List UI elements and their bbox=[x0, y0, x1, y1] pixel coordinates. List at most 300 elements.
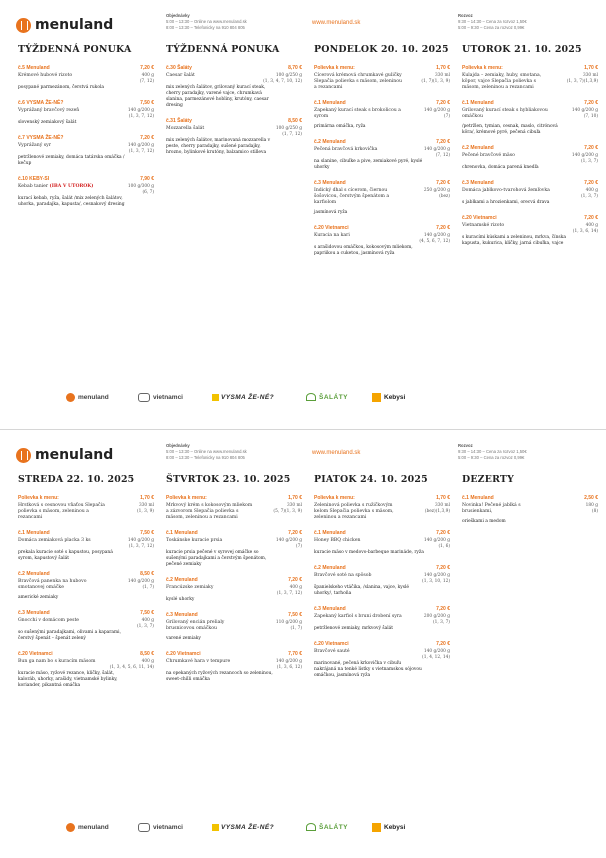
portion-size: 400 g bbox=[141, 618, 154, 623]
dish-name: Vietnamské rizoto bbox=[462, 223, 505, 228]
menu-item-portion bbox=[419, 233, 450, 245]
menu-item-header bbox=[18, 65, 156, 73]
dish-name: Domáca jablkovo-tvarohová žemľovka bbox=[462, 188, 550, 193]
menu-item-portion bbox=[128, 538, 154, 550]
menu-item-portion bbox=[572, 153, 598, 165]
menu-item-side: mix zelených šalátov, grilovaný kurací steak, cherry paradajky, varené vajce, chrumkavá slanina, parmezánové hobliny, krutóny, caesar dresing bbox=[166, 85, 269, 108]
menu-item-name: č.20 Vietnamci bbox=[462, 215, 497, 221]
menu-column bbox=[18, 44, 156, 217]
menu-item-name: Polievka k menu: bbox=[314, 65, 355, 71]
menu-item-body bbox=[18, 503, 156, 521]
menu-item-description bbox=[314, 147, 402, 153]
menu-item-price: 8,50 € bbox=[140, 571, 154, 577]
menu-item-header bbox=[166, 651, 304, 659]
menu-item-description bbox=[166, 659, 254, 665]
menu-item-header bbox=[18, 495, 156, 503]
menu-item-body bbox=[18, 143, 156, 154]
menu-column bbox=[314, 474, 452, 688]
menu-item-name: č.1 Menuland bbox=[462, 495, 494, 501]
menu-item-name: č.2 Menuland bbox=[166, 577, 198, 583]
menu-item-portion bbox=[140, 73, 154, 85]
menu-item-header bbox=[462, 65, 600, 73]
portion-size: 140 g/200 g bbox=[423, 538, 450, 543]
menu-item-description bbox=[18, 618, 106, 624]
dish-name: Kuracia na kari bbox=[314, 233, 350, 238]
menu-item-side: prekala kuracie soté s kapustou, posypaná syrom, kapustový šalát bbox=[18, 550, 113, 561]
kebysi-icon bbox=[372, 823, 381, 832]
portion-size: 400 g bbox=[585, 223, 598, 228]
menu-item-portion bbox=[128, 108, 154, 120]
delivery-info bbox=[458, 443, 527, 461]
logo-text: menuland bbox=[35, 447, 114, 463]
menu-item bbox=[18, 135, 156, 167]
menu-item-portion bbox=[572, 108, 598, 120]
menu-item bbox=[314, 565, 452, 597]
menu-item-name: č.2 Menuland bbox=[18, 571, 50, 577]
menu-item bbox=[166, 118, 304, 156]
menu-item bbox=[18, 530, 156, 562]
allergens: (1, 3, 7, 12) bbox=[128, 544, 154, 549]
menu-item-price: 1,70 € bbox=[140, 495, 154, 501]
menu-item-side: s kuracími kúskami a zeleninou, mrkva, čínska kapusta, kukurica, klíčky, jarná cibuľka, vajce bbox=[462, 235, 566, 246]
menu-item-header bbox=[314, 225, 452, 233]
menuland-icon bbox=[66, 823, 75, 832]
menu-item bbox=[462, 180, 600, 206]
dish-name: Cícerová krémová chrumkavé guličky Slepačia polievka s mäsom, zeleninou a rezancami bbox=[314, 73, 402, 90]
menu-item-body bbox=[166, 620, 304, 632]
menu-item-header bbox=[166, 118, 304, 126]
menuland-logo bbox=[16, 15, 113, 35]
menu-item-price: 7,20 € bbox=[436, 565, 450, 571]
menu-item-header bbox=[314, 565, 452, 573]
menu-item-header bbox=[166, 612, 304, 620]
menu-item bbox=[462, 145, 600, 171]
portion-size: 140 g/200 g bbox=[571, 108, 598, 113]
allergens: (8) bbox=[591, 509, 598, 514]
allergens: (7) bbox=[443, 114, 450, 119]
menu-column bbox=[166, 474, 304, 692]
menu-item-description bbox=[18, 108, 106, 114]
menu-item-price: 7,20 € bbox=[584, 215, 598, 221]
menu-item-description bbox=[166, 538, 254, 544]
menu-item-price: 7,70 € bbox=[288, 651, 302, 657]
menu-item-portion bbox=[137, 618, 154, 630]
menu-item-portion bbox=[421, 73, 450, 85]
dish-name: Domáca zemiaková placka 3 ks bbox=[18, 538, 91, 543]
portion-size: 330 ml bbox=[286, 503, 302, 508]
portion-size: 400 g bbox=[141, 659, 154, 664]
menu-item-header bbox=[462, 100, 600, 108]
menu-item bbox=[462, 65, 600, 91]
menu-item-header bbox=[314, 180, 452, 188]
menuland-logo-icon bbox=[16, 448, 31, 463]
menu-item-body bbox=[314, 147, 452, 158]
footer-salaty-logo: ŠALÁTY bbox=[306, 391, 348, 403]
menu-item-name: Polievka k menu: bbox=[314, 495, 355, 501]
menu-item bbox=[18, 65, 156, 91]
footer-menuland-logo: menuland bbox=[66, 391, 109, 403]
dish-name: Honey BBQ chicken bbox=[314, 538, 361, 543]
delivery-line-1: 9:30 – 14:30 – Cena za rozvoz 1,50€ bbox=[458, 19, 527, 24]
portion-size: 400 g bbox=[585, 188, 598, 193]
portion-size: 330 ml bbox=[434, 503, 450, 508]
menu-item-price: 7,50 € bbox=[288, 612, 302, 618]
menu-item-body bbox=[18, 184, 156, 195]
orders-info bbox=[166, 443, 247, 461]
menu-item-body bbox=[314, 503, 452, 521]
menu-item-portion bbox=[424, 614, 450, 626]
dish-name: Kebab tanier bbox=[18, 184, 49, 189]
menu-item-name: č.1 Menuland bbox=[462, 100, 494, 106]
menu-item-price: 7,20 € bbox=[436, 180, 450, 186]
menu-item-portion bbox=[128, 184, 154, 196]
allergens: (1, 3, 6, 14) bbox=[572, 229, 598, 234]
partner-logos bbox=[0, 386, 606, 408]
portion-size: 140 g/200 g bbox=[423, 573, 450, 578]
menu-item-name: č.3 Menuland bbox=[314, 180, 346, 186]
menu-item-body bbox=[18, 73, 156, 84]
menu-item-name: č.2 Menuland bbox=[314, 139, 346, 145]
allergens: (7, 12) bbox=[435, 153, 450, 158]
menu-item-portion bbox=[128, 143, 154, 155]
column-title: PONDELOK 20. 10. 2025 bbox=[314, 44, 449, 55]
footer-salaty-logo: ŠALÁTY bbox=[306, 821, 348, 833]
menu-item-side: kurací kebab, ryža, šalát /mix zelených šalátov, uhorka, paradajka, kapusta/, cesnakový dresing bbox=[18, 196, 125, 207]
menu-item-price: 8,70 € bbox=[288, 65, 302, 71]
portion-size: 140 g/200 g bbox=[127, 538, 154, 543]
logo-text: menuland bbox=[35, 17, 114, 33]
menu-item-header bbox=[314, 65, 452, 73]
menu-item-body bbox=[166, 585, 304, 596]
menu-column bbox=[18, 474, 156, 698]
menu-item-side: posypané parmezánom, čerstvá rukola bbox=[18, 85, 105, 90]
menu-item-portion bbox=[263, 73, 302, 85]
menu-item-name: č.3 Menuland bbox=[18, 610, 50, 616]
menu-item-portion bbox=[276, 126, 302, 138]
menu-item-name: č.2 Menuland bbox=[314, 565, 346, 571]
portion-size: 250 g/200 g bbox=[423, 188, 450, 193]
portion-size: 200 g/200 g bbox=[423, 614, 450, 619]
menu-item-name: č.1 Menuland bbox=[166, 530, 198, 536]
menu-item-header bbox=[18, 651, 156, 659]
menu-item-price: 1,70 € bbox=[436, 65, 450, 71]
menu-item-price: 7,20 € bbox=[288, 577, 302, 583]
allergens: (4, 5, 6, 7, 12) bbox=[419, 239, 450, 244]
dish-name: Bravčová panenka na hubovo smotanovej omáčke bbox=[18, 579, 87, 590]
menu-item bbox=[18, 571, 156, 601]
menu-item-side: mix zelených šalátov, marinovaná mozzarella v peste, cherry paradajky, sušené paradajky, hrozno, bylinkové krutóny, balzamico stilleva bbox=[166, 138, 271, 155]
menu-item-side: primárna omáčka, ryža bbox=[314, 124, 366, 129]
dish-name: Novinka! Pečené jablká s brusienkami, bbox=[462, 503, 521, 514]
menu-item-side: s arašidovou omáčkou, kokosovým mliekom, papriikou a cuketou, jasmínová ryža bbox=[314, 245, 413, 256]
menu-item-price: 7,20 € bbox=[140, 135, 154, 141]
menu-item-description bbox=[462, 223, 550, 229]
menu-item-side: marinované, pečená krkovička v cibuľu nakrájaná na tenké lístky s vietnamskou sójovou omáčkou, jasmínová ryža bbox=[314, 661, 422, 678]
menu-item-description bbox=[314, 538, 402, 544]
menu-item-description bbox=[166, 585, 254, 591]
dish-name: Francúzske zemiaky bbox=[166, 585, 214, 590]
allergens: (1, 3, 9) bbox=[136, 509, 154, 514]
menu-page-2 bbox=[0, 429, 606, 858]
allergens: (1, 7, 12) bbox=[282, 132, 302, 137]
menu-item-name: č.7 VYSMA ŽE-NÉ? bbox=[18, 135, 64, 141]
menu-item bbox=[314, 65, 452, 91]
menu-item-description bbox=[18, 143, 106, 149]
menu-item-price: 7,20 € bbox=[584, 180, 598, 186]
dish-name: Caesar šalát bbox=[166, 73, 195, 78]
menu-item-side: kuracie prsia pečené v syrovej omáčke so sušenými paradajkami a čerstvým špenátom, pečené zemiaky bbox=[166, 550, 267, 567]
dish-name: Hrstková s cesnovou vňaťou Slepačia polievka s mäsom, zeleninou a rezancami bbox=[18, 503, 105, 520]
website-link[interactable]: www.menuland.sk bbox=[312, 20, 361, 26]
menu-item-name: Polievka k menu: bbox=[18, 495, 59, 501]
footer-vietnamci-logo: vietnamci bbox=[138, 391, 183, 403]
menu-item-header bbox=[462, 215, 600, 223]
menu-item-header bbox=[462, 180, 600, 188]
menu-item-body bbox=[314, 614, 452, 625]
menu-item-description bbox=[314, 573, 402, 579]
menu-item-description bbox=[18, 184, 106, 190]
dish-name: Mozzarella šalát bbox=[166, 126, 205, 131]
menu-item bbox=[314, 641, 452, 679]
column-title: UTOROK 21. 10. 2025 bbox=[462, 44, 582, 55]
menu-item bbox=[18, 651, 156, 689]
dish-name: Zeleninová polievka s ružičkovým kelom Slepačia polievka s mäsom, zeleninou a rezancami bbox=[314, 503, 394, 520]
portion-size: 400 g bbox=[141, 73, 154, 78]
menu-page-1 bbox=[0, 0, 606, 428]
vietnamci-icon bbox=[138, 823, 150, 832]
menu-item-description bbox=[462, 153, 550, 159]
menu-item bbox=[18, 100, 156, 126]
menu-item-description bbox=[314, 649, 402, 655]
menu-item-description bbox=[18, 538, 106, 544]
menu-item-side: orieškami a medom bbox=[462, 519, 506, 524]
dish-name: Zapekaný karfiol s bruni drobení syra bbox=[314, 614, 402, 619]
menu-item-side: na opekaných ryžových rezancoch so zeleninou, sweet-chilli omáčka bbox=[166, 671, 273, 682]
menu-item-body bbox=[166, 659, 304, 670]
menu-item-price: 8,50 € bbox=[288, 118, 302, 124]
portion-size: 100 g/300 g bbox=[127, 184, 154, 189]
menu-item-body bbox=[462, 108, 600, 120]
menu-item-name: Polievka k menu: bbox=[462, 65, 503, 71]
kebysi-icon bbox=[372, 393, 381, 402]
menu-item bbox=[18, 495, 156, 521]
menu-item-description bbox=[166, 503, 254, 521]
salaty-icon bbox=[306, 393, 316, 401]
menu-item-side: petržlenové zemiaky, domáca tatárska omáčka / kečup bbox=[18, 155, 125, 166]
menu-item-body bbox=[18, 659, 156, 670]
menu-item-body bbox=[462, 223, 600, 234]
dish-name: Bun ga nam bo s kuracím mäsom bbox=[18, 659, 96, 664]
column-title: TÝŽDENNÁ PONUKA bbox=[18, 44, 132, 55]
portion-size: 140 g/200 g bbox=[127, 108, 154, 113]
menu-item-header bbox=[18, 100, 156, 108]
portion-size: 330 ml bbox=[582, 73, 598, 78]
menu-item-side: so sušenými paradajkami, olivami a kaparami, čerstvý špenát – špenát zelený bbox=[18, 630, 121, 641]
menu-item-price: 8,50 € bbox=[140, 651, 154, 657]
menu-column bbox=[462, 474, 600, 534]
portion-size: 100 g/250 g bbox=[275, 126, 302, 131]
menu-item-portion bbox=[276, 659, 302, 671]
menu-item-body bbox=[18, 618, 156, 629]
menu-item-portion bbox=[422, 649, 450, 661]
menu-item-price: 7,50 € bbox=[140, 610, 154, 616]
menu-item-body bbox=[314, 573, 452, 584]
menu-item bbox=[18, 176, 156, 208]
vysmazene-icon bbox=[212, 394, 219, 401]
menu-item-price: 1,70 € bbox=[436, 495, 450, 501]
column-title: ŠTVRTOK 23. 10. 2025 bbox=[166, 474, 291, 485]
delivery-title: Rozvoz bbox=[458, 443, 473, 448]
menu-item-header bbox=[166, 65, 304, 73]
column-title: DEZERTY bbox=[462, 474, 514, 485]
portion-size: 140 g/200 g bbox=[423, 108, 450, 113]
menu-item-side: kyslé uhorky bbox=[166, 597, 195, 602]
orders-title: Objednávky bbox=[166, 443, 190, 448]
menu-item-portion bbox=[424, 188, 450, 200]
allergens: (7) bbox=[295, 544, 302, 549]
menu-item-portion bbox=[128, 579, 154, 591]
menu-item bbox=[314, 606, 452, 632]
menu-item bbox=[314, 225, 452, 257]
allergens: (7, 10) bbox=[583, 114, 598, 119]
dish-name: Bravčové sauté bbox=[314, 649, 350, 654]
menu-item-header bbox=[18, 135, 156, 143]
portion-size: 140 g/200 g bbox=[571, 153, 598, 158]
menu-item-portion bbox=[581, 188, 598, 200]
dish-name: Pečená bravčová krkovička bbox=[314, 147, 378, 152]
menu-item-name: č.20 Vietnamci bbox=[166, 651, 201, 657]
footer-vietnamci-logo: vietnamci bbox=[138, 821, 183, 833]
menu-item-side: s jablkami a hrozienkami, orecvá drava bbox=[462, 200, 550, 205]
column-title: PIATOK 24. 10. 2025 bbox=[314, 474, 428, 485]
menu-item-portion bbox=[110, 659, 154, 671]
allergens: (1, 4, 12, 14) bbox=[422, 655, 450, 660]
menu-item bbox=[18, 610, 156, 642]
footer-vysmazene-logo: VYSMA ŽE-NÉ? bbox=[212, 821, 274, 833]
menu-item-side: kuracie mäso v medovo-barbeque marináde, ryža bbox=[314, 550, 424, 555]
allergens: (1, 7)(1, 3, 9) bbox=[421, 79, 450, 84]
menu-item-portion bbox=[586, 503, 598, 515]
menu-item-header bbox=[166, 530, 304, 538]
menu-item-description bbox=[462, 73, 550, 91]
dish-name: Bravčové soté na spôsob bbox=[314, 573, 372, 578]
footer-kebysi-logo: Kebysi bbox=[372, 821, 405, 833]
allergens: (1, 3, 7)(1,3,9) bbox=[566, 79, 598, 84]
allergens: (1, 3, 7) bbox=[580, 159, 598, 164]
delivery-line-2: 5:00 – 9:30 – Cena za rozvoz 0,99€ bbox=[458, 455, 525, 460]
portion-size: 100 g/250 g bbox=[275, 73, 302, 78]
menu-item-description bbox=[18, 579, 106, 591]
orders-line-2: 8:00 – 13:30 – Telefonicky na 910 804 805 bbox=[166, 25, 245, 30]
delivery-line-2: 5:00 – 9:30 – Cena za rozvoz 0,99€ bbox=[458, 25, 525, 30]
menu-item-side: na slanine, cibuľke a pive, zemiakové pyré, kyslé uhorky bbox=[314, 159, 423, 170]
menu-item-description bbox=[314, 108, 402, 120]
menu-item-body bbox=[18, 538, 156, 549]
menu-item-description bbox=[314, 503, 402, 521]
footer-kebysi-logo: Kebysi bbox=[372, 391, 405, 403]
menu-item-price: 1,70 € bbox=[288, 495, 302, 501]
menu-item bbox=[166, 577, 304, 603]
menu-item-description bbox=[314, 73, 402, 91]
menu-item-price: 1,70 € bbox=[584, 65, 598, 71]
menu-item bbox=[166, 495, 304, 521]
menu-item-description bbox=[314, 188, 402, 206]
menu-item-portion bbox=[424, 538, 450, 550]
menu-item-name: č.20 Vietnamci bbox=[18, 651, 53, 657]
menu-item-portion bbox=[276, 538, 302, 550]
dish-name: Toskánske kuracie prsia bbox=[166, 538, 223, 543]
dish-name: Mrkvový krém s kokosovým mliekom a zázvorom Slepačia polievka s mäsom, zeleninou a rezancami bbox=[166, 503, 253, 520]
menu-item-description bbox=[462, 503, 550, 515]
allergens: (1, 7) bbox=[142, 585, 154, 590]
allergens: (bez) bbox=[439, 194, 450, 199]
allergens: (bez)(1,3,9) bbox=[424, 509, 450, 514]
allergens: (1, 7) bbox=[290, 626, 302, 631]
menu-item-side: varené zemiaky bbox=[166, 636, 201, 641]
menuland-logo-icon bbox=[16, 18, 31, 33]
portion-size: 140 g/200 g bbox=[275, 538, 302, 543]
menu-item-portion bbox=[573, 223, 598, 235]
allergens: (6, 7) bbox=[142, 190, 154, 195]
allergens: (5, 7)(1, 3, 9) bbox=[273, 509, 302, 514]
menu-item-header bbox=[166, 495, 304, 503]
dish-name: Krémové hubové rizoto bbox=[18, 73, 73, 78]
menu-item-description bbox=[18, 503, 106, 521]
menu-item-body bbox=[314, 188, 452, 206]
allergens: (1, 3, 7) bbox=[136, 624, 154, 629]
menu-item-portion bbox=[273, 503, 302, 515]
menu-item-body bbox=[166, 73, 304, 84]
menu-item-description bbox=[18, 73, 106, 79]
website-link[interactable]: www.menuland.sk bbox=[312, 450, 361, 456]
menu-item-price: 7,20 € bbox=[436, 606, 450, 612]
page-header bbox=[0, 0, 606, 40]
menu-item-portion bbox=[277, 585, 302, 597]
delivery-title: Rozvoz bbox=[458, 13, 473, 18]
menu-item-name: č.10 KEBY-SI bbox=[18, 176, 50, 182]
portion-size: 330 ml bbox=[434, 73, 450, 78]
menu-item-description bbox=[462, 108, 550, 120]
menu-item-side: /petržlen, tymian, cesnak, maslo, citrónová kôra/, krémové pyré, pečená cibuľa bbox=[462, 124, 558, 135]
menu-item-portion bbox=[424, 108, 450, 120]
menu-item-description bbox=[314, 614, 402, 620]
menu-item-body bbox=[166, 503, 304, 521]
menu-item-description bbox=[314, 233, 402, 239]
menu-item-body bbox=[462, 188, 600, 199]
portion-size: 140 g/200 g bbox=[275, 659, 302, 664]
menu-item-name: č.3 Menuland bbox=[166, 612, 198, 618]
orders-line-2: 8:00 – 13:30 – Telefonicky na 910 804 805 bbox=[166, 455, 245, 460]
menu-item-description bbox=[462, 188, 550, 194]
column-title: TÝŽDENNÁ PONUKA bbox=[166, 44, 280, 55]
menu-item-portion bbox=[137, 503, 154, 515]
menu-item bbox=[462, 215, 600, 247]
allergens: (1, 3, 10, 12) bbox=[422, 579, 450, 584]
menu-item-price: 7,20 € bbox=[436, 139, 450, 145]
menu-item-body bbox=[18, 579, 156, 591]
menu-item-price: 7,50 € bbox=[140, 100, 154, 106]
portion-size: 140 g/200 g bbox=[127, 579, 154, 584]
dish-name: Indický dhal s cícerom, čiernou šošovicou, čerstvým špenátom a karfiolom bbox=[314, 188, 390, 205]
allergens: (7, 12) bbox=[139, 79, 154, 84]
allergens: (1, 6) bbox=[438, 544, 450, 549]
menu-item-price: 7,90 € bbox=[140, 176, 154, 182]
menu-item-price: 7,20 € bbox=[584, 100, 598, 106]
menuland-icon bbox=[66, 393, 75, 402]
page-header bbox=[0, 430, 606, 470]
menu-item-body bbox=[314, 538, 452, 549]
allergens: (1, 3, 7, 12) bbox=[276, 591, 302, 596]
